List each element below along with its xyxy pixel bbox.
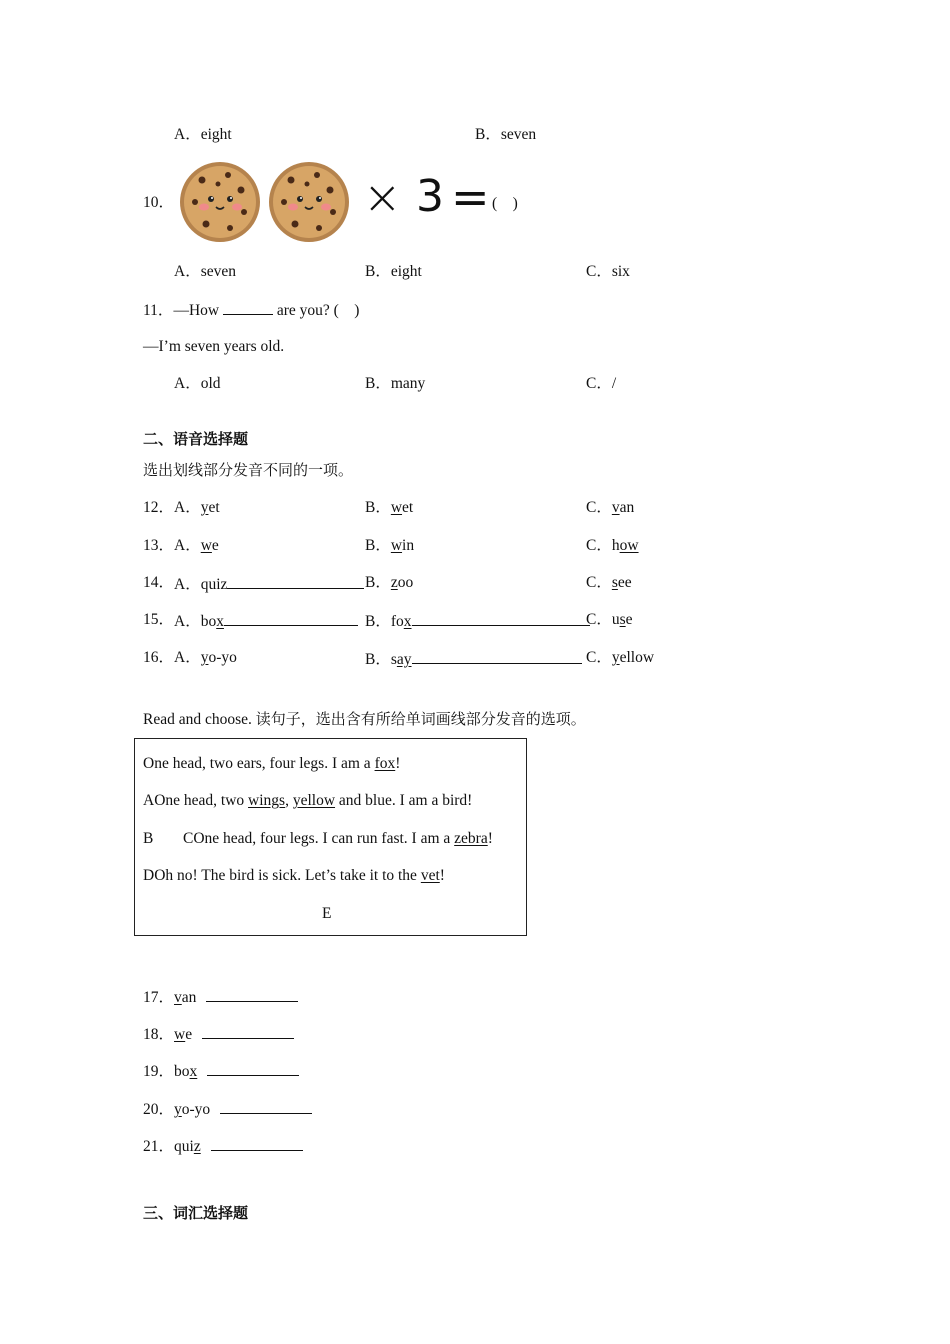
q12-option-a: A．yet [174, 499, 220, 516]
q16-option-a: A．yo-yo [174, 649, 237, 666]
q15-number: 15． [143, 611, 175, 628]
sentence-zebra-label: B [143, 830, 154, 847]
section-title: 二、语音选择题 [143, 430, 249, 448]
number-three: 3 [416, 171, 444, 222]
q13-option-b: B．win [365, 537, 415, 554]
q9-option-a: A．eight [174, 126, 232, 143]
option-e-label: E [322, 905, 332, 922]
sentence-bird: AOne head, two wings, yellow and blue. I am a bird! [143, 792, 473, 809]
q10-option-a: A．seven [174, 263, 236, 280]
q12-option-b: B．wet [365, 499, 414, 516]
answer-blank[interactable] [207, 1060, 299, 1076]
q13-option-c: C．how [586, 537, 639, 554]
q18: 18．we [143, 1023, 294, 1045]
q10-option-b: B．eight [365, 263, 422, 280]
answer-blank [412, 648, 582, 664]
q13-option-a: A．we [174, 537, 219, 554]
q10-answer-paren: ( ) [492, 195, 518, 212]
q15-option-b: B．fox [365, 610, 590, 632]
answer-blank[interactable] [202, 1023, 294, 1039]
q14-option-a: A．quiz [174, 573, 364, 595]
cookie-icon [267, 160, 351, 244]
answer-blank [223, 299, 273, 315]
answer-blank [412, 610, 590, 626]
answer-blank[interactable] [220, 1098, 312, 1114]
q13-number: 13． [143, 537, 175, 554]
cookie-icon [178, 160, 262, 244]
q14-number: 14． [143, 574, 175, 591]
sentence-vet: DOh no! The bird is sick. Let’s take it to the vet! [143, 867, 445, 884]
answer-blank[interactable] [211, 1135, 303, 1151]
answer-blank [227, 573, 364, 589]
q12-number: 12． [143, 499, 175, 516]
sentence-fox: One head, two ears, four legs. I am a fox! [143, 755, 401, 772]
q12-option-c: C．van [586, 499, 635, 516]
q11-reply: —I’m seven years old. [143, 338, 285, 355]
q17: 17．van [143, 986, 298, 1008]
q10-option-c: C．six [586, 263, 630, 280]
q15-option-a: A．box [174, 610, 358, 632]
equals-sign: = [451, 170, 490, 224]
q14-option-b: B．zoo [365, 574, 414, 591]
answer-blank[interactable] [206, 986, 298, 1002]
q15-option-c: C．use [586, 611, 633, 628]
sentence-zebra: COne head, four legs. I can run fast. I am a zebra! [183, 830, 493, 847]
q11-option-c: C．/ [586, 375, 617, 392]
q16-option-c: C．yellow [586, 649, 655, 666]
q19: 19．box [143, 1060, 299, 1082]
q21: 21．quiz [143, 1135, 303, 1157]
q10-number: 10． [143, 194, 175, 211]
section-title: 三、词汇选择题 [143, 1204, 249, 1222]
read-instruction: Read and choose. 读句子，选出含有所给单词画线部分发音的选项。 [143, 710, 586, 728]
q16-number: 16． [143, 649, 175, 666]
q16-option-b: B．say [365, 648, 582, 670]
times-sign: × [363, 170, 402, 224]
q20: 20．yo-yo [143, 1098, 312, 1120]
q11-option-a: A．old [174, 375, 221, 392]
q11-option-b: B．many [365, 375, 426, 392]
q9-option-b: B．seven [475, 126, 537, 143]
section-instruction: 选出划线部分发音不同的一项。 [143, 461, 354, 479]
q14-option-c: C．see [586, 574, 632, 591]
answer-blank [224, 610, 358, 626]
q11-question: 11．—How are you? ( ) [143, 299, 359, 321]
